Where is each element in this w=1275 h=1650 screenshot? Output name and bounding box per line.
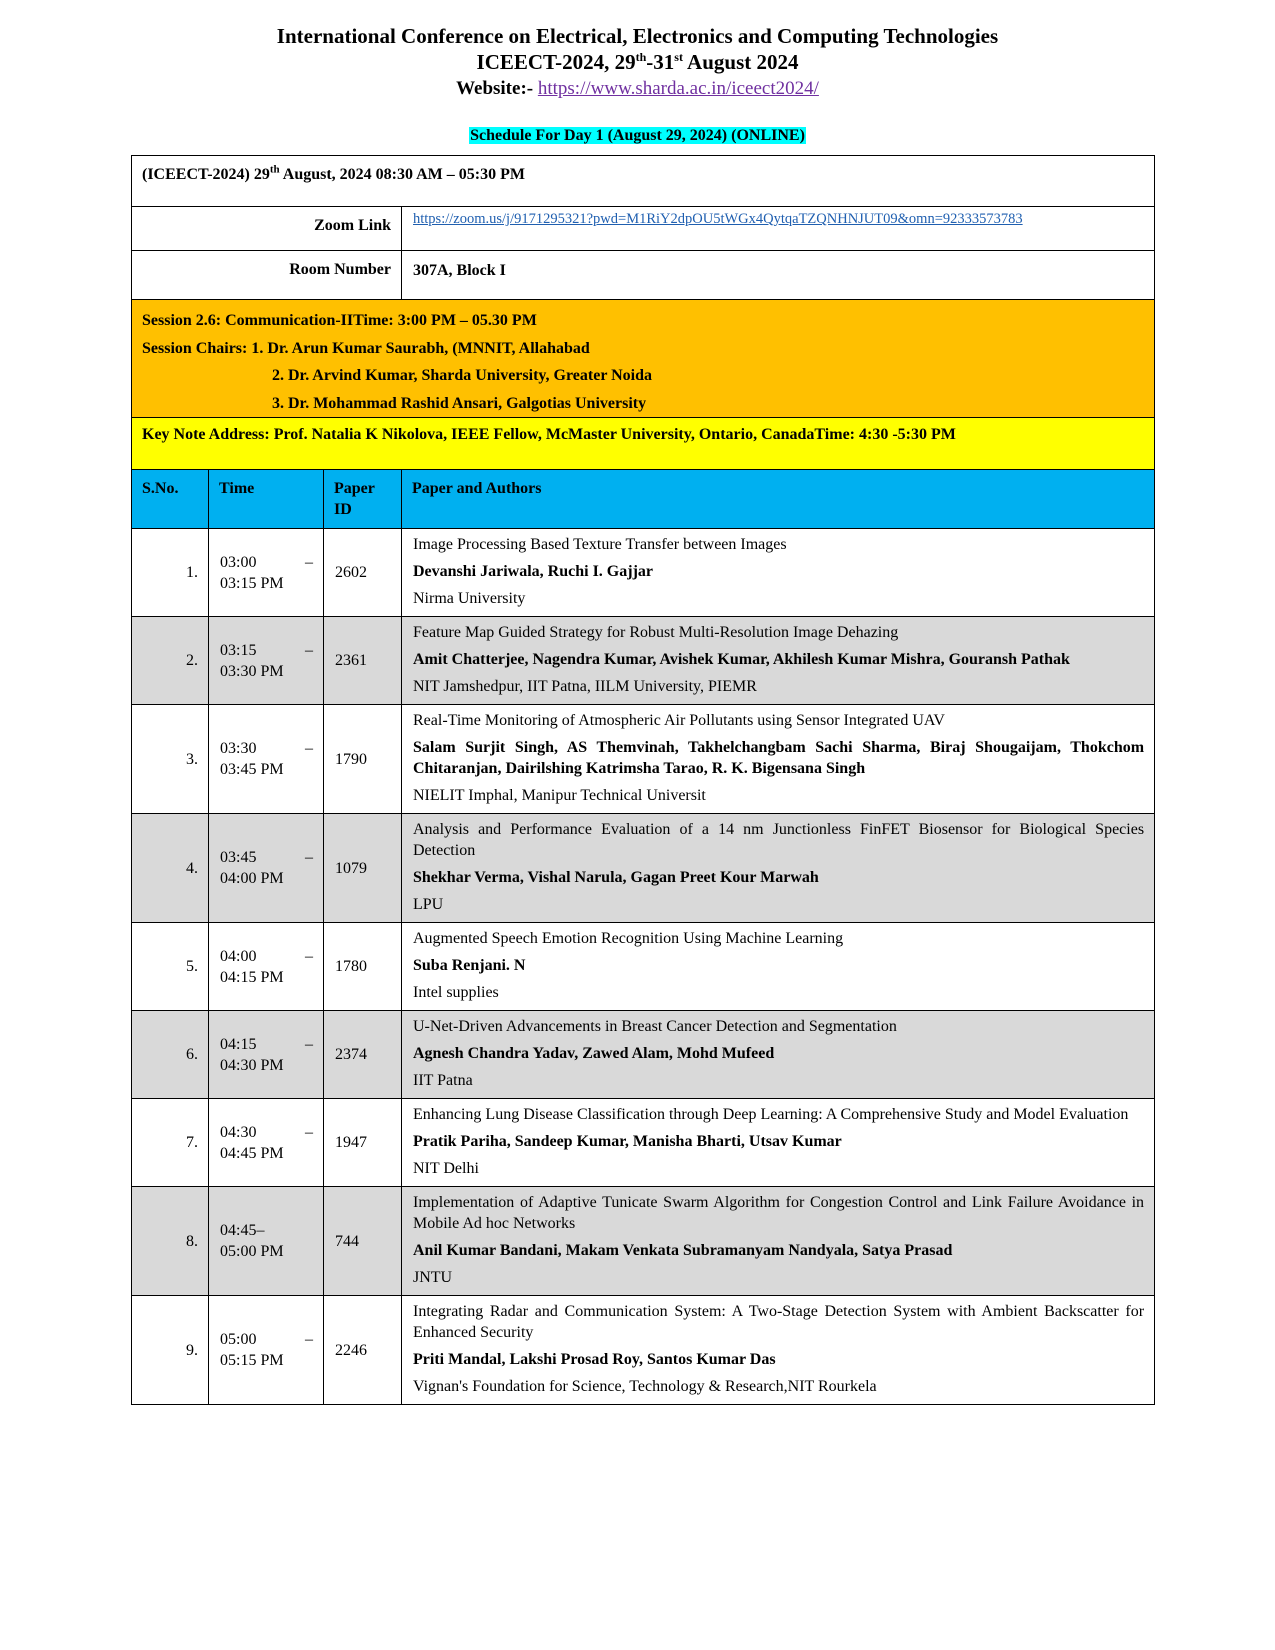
row-sno: 7. — [132, 1099, 209, 1187]
row-time-dash: – — [305, 641, 313, 659]
row-time-start: 04:45– — [220, 1222, 265, 1239]
row-time-start: 03:15 — [220, 641, 257, 659]
row-sno: 6. — [132, 1011, 209, 1099]
row-paper — [402, 1296, 1155, 1405]
dates-suffix: August 2024 — [682, 50, 799, 74]
dates-prefix: ICEECT-2024, 29 — [476, 50, 636, 74]
row-time — [209, 1011, 324, 1099]
col-sno-header — [132, 470, 209, 529]
paper-title: Integrating Radar and Communication System: A Two-Stage Detection System with Ambient Backscatter for Enhanced Security — [413, 1303, 1145, 1341]
row-paper — [402, 1011, 1155, 1099]
table-row — [132, 617, 1155, 705]
paper-title: Feature Map Guided Strategy for Robust Multi-Resolution Image Dehazing — [413, 624, 899, 641]
col-sno-label: S.No. — [142, 480, 179, 497]
paper-title: U-Net-Driven Advancements in Breast Cancer Detection and Segmentation — [413, 1018, 897, 1035]
event-cell — [132, 156, 1155, 207]
col-paper-header — [402, 470, 1155, 529]
paper-authors: Amit Chatterjee, Nagendra Kumar, Avishek Kumar, Akhilesh Kumar Mishra, Gouransh Pathak — [413, 651, 1070, 668]
session-info — [132, 300, 1154, 417]
row-time-start: 04:15 — [220, 1035, 257, 1053]
row-time — [209, 1187, 324, 1296]
keynote-row — [132, 418, 1155, 470]
paper-authors: Anil Kumar Bandani, Makam Venkata Subramanyam Nandyala, Satya Prasad — [413, 1242, 953, 1259]
row-time-start: 03:45 — [220, 849, 257, 866]
row-time-end: 05:00 PM — [220, 1243, 284, 1260]
row-paper — [402, 617, 1155, 705]
row-time-start: 04:00 — [220, 947, 257, 965]
row-sno: 2. — [132, 617, 209, 705]
table-row — [132, 1011, 1155, 1099]
paper-institution: NIT Delhi — [413, 1160, 479, 1177]
row-time-end: 05:15 PM — [220, 1352, 284, 1369]
row-paper-id: 1079 — [324, 814, 402, 923]
row-paper-id: 1790 — [324, 705, 402, 814]
row-sno: 5. — [132, 923, 209, 1011]
row-paper-id: 744 — [324, 1187, 402, 1296]
paper-institution: LPU — [413, 896, 444, 913]
row-time-end: 03:30 PM — [220, 662, 284, 680]
row-sno: 4. — [132, 814, 209, 923]
col-id-label-1: Paper — [334, 480, 375, 497]
table-row — [132, 1296, 1155, 1405]
dates-sup-2: st — [674, 50, 683, 64]
paper-title: Real-Time Monitoring of Atmospheric Air Pollutants using Sensor Integrated UAV — [413, 712, 945, 729]
keynote-cell — [132, 418, 1155, 470]
row-time — [209, 1099, 324, 1187]
dates-sup-1: th — [635, 50, 647, 64]
paper-authors: Shekhar Verma, Vishal Narula, Gagan Preet Kour Marwah — [413, 869, 819, 886]
event-row — [132, 156, 1155, 207]
row-time-dash: – — [305, 849, 313, 866]
row-paper — [402, 814, 1155, 923]
row-paper-id: 2246 — [324, 1296, 402, 1405]
row-paper — [402, 1187, 1155, 1296]
paper-title: Augmented Speech Emotion Recognition Using Machine Learning — [413, 930, 844, 947]
website-label: Website:- — [456, 78, 534, 99]
row-paper-id: 1780 — [324, 923, 402, 1011]
event-suffix: August, 2024 08:30 AM – 05:30 PM — [279, 166, 525, 183]
row-time-end: 03:45 PM — [220, 761, 284, 778]
paper-authors: Devanshi Jariwala, Ruchi I. Gajjar — [413, 563, 653, 580]
event-sup: th — [269, 163, 280, 176]
row-time-end: 03:15 PM — [220, 574, 284, 592]
room-row — [132, 251, 1155, 300]
keynote-text: Key Note Address: Prof. Natalia K Nikolova, IEEE Fellow, McMaster University, Ontario, CanadaTime: 4:30 -5:30 PM — [142, 426, 956, 443]
dates-mid: -31 — [646, 50, 675, 74]
row-paper — [402, 923, 1155, 1011]
row-time-start: 03:30 — [220, 740, 257, 757]
row-paper — [402, 705, 1155, 814]
row-time-dash: – — [305, 553, 313, 571]
table-row — [132, 1099, 1155, 1187]
col-id-label — [324, 470, 401, 520]
col-id-label-2: ID — [334, 501, 352, 518]
row-time — [209, 923, 324, 1011]
session-chair-3: 3. Dr. Mohammad Rashid Ansari, Galgotias University — [272, 394, 647, 412]
row-time-end: 04:45 PM — [220, 1144, 284, 1162]
paper-institution: NIT Jamshedpur, IIT Patna, IILM University, PIEMR — [413, 678, 757, 695]
website-line — [0, 77, 1275, 101]
table-row — [132, 705, 1155, 814]
row-time — [209, 617, 324, 705]
row-sno: 1. — [132, 529, 209, 617]
session-chair-2: 2. Dr. Arvind Kumar, Sharda University, Greater Noida — [272, 367, 653, 384]
paper-institution: Vignan's Foundation for Science, Technology & Research,NIT Rourkela — [413, 1378, 877, 1395]
session-title: Session 2.6: Communication-IITime: 3:00 PM – 05.30 PM — [142, 312, 537, 329]
paper-institution: IIT Patna — [413, 1072, 473, 1089]
row-time-dash: – — [305, 740, 313, 757]
row-sno: 9. — [132, 1296, 209, 1405]
event-datetime — [132, 156, 1154, 193]
website-link[interactable]: https://www.sharda.ac.in/iceect2024/ — [537, 78, 819, 99]
row-time-end: 04:30 PM — [220, 1056, 284, 1074]
row-time-dash: – — [305, 1035, 313, 1053]
row-paper-id: 2374 — [324, 1011, 402, 1099]
room-value: 307A, Block I — [402, 251, 1155, 300]
paper-authors: Suba Renjani. N — [413, 957, 526, 974]
session-chair-1: Session Chairs: 1. Dr. Arun Kumar Saurabh, (MNNIT, Allahabad — [142, 339, 590, 357]
paper-institution: JNTU — [413, 1269, 453, 1286]
paper-institution: NIELIT Imphal, Manipur Technical Universit — [413, 787, 706, 804]
paper-institution: Nirma University — [413, 590, 526, 607]
paper-authors: Priti Mandal, Lakshi Prosad Roy, Santos Kumar Das — [413, 1351, 776, 1368]
row-time — [209, 705, 324, 814]
row-time-end: 04:00 PM — [220, 870, 284, 887]
row-paper-id: 2361 — [324, 617, 402, 705]
paper-title: Implementation of Adaptive Tunicate Swarm Algorithm for Congestion Control and Link Failure Avoidance in Mobile Ad hoc Networks — [413, 1194, 1145, 1232]
row-time-start: 04:30 — [220, 1123, 257, 1141]
row-paper-id: 1947 — [324, 1099, 402, 1187]
row-paper-id: 2602 — [324, 529, 402, 617]
zoom-link[interactable]: https://zoom.us/j/9171295321?pwd=M1RiY2dpOU5tWGx4QytqaTZQNHNJUT09&omn=92333573783 — [402, 207, 1155, 251]
row-time-dash: – — [305, 947, 313, 965]
paper-authors: Pratik Pariha, Sandeep Kumar, Manisha Bharti, Utsav Kumar — [413, 1133, 842, 1150]
row-time — [209, 529, 324, 617]
conference-dates — [0, 50, 1275, 75]
col-time-header — [209, 470, 324, 529]
row-time-start: 05:00 — [220, 1331, 257, 1348]
col-paper-label: Paper and Authors — [412, 480, 542, 497]
col-time-label: Time — [219, 480, 255, 497]
table-row — [132, 814, 1155, 923]
row-paper — [402, 1099, 1155, 1187]
day-heading: Schedule For Day 1 (August 29, 2024) (ONLINE) — [470, 127, 805, 144]
day-heading-wrap — [0, 126, 1275, 146]
session-cell — [132, 300, 1155, 418]
paper-authors: Salam Surjit Singh, AS Themvinah, Takhelchangbam Sachi Sharma, Biraj Shougaijam, Thokchom Chitaranjan, Dairilshing Katrimsha Tarao, R. K. Bigensana Singh — [413, 739, 1145, 777]
row-time — [209, 814, 324, 923]
col-id-header — [324, 470, 402, 529]
zoom-row — [132, 207, 1155, 251]
paper-title: Enhancing Lung Disease Classification through Deep Learning: A Comprehensive Study and Model Evaluation — [413, 1106, 1129, 1123]
table-header-row — [132, 470, 1155, 529]
event-prefix: (ICEECT-2024) 29 — [142, 166, 270, 183]
row-time-end: 04:15 PM — [220, 968, 284, 986]
session-row — [132, 300, 1155, 418]
row-time-dash: – — [305, 1331, 313, 1348]
row-sno: 8. — [132, 1187, 209, 1296]
table-row — [132, 1187, 1155, 1296]
row-time — [209, 1296, 324, 1405]
row-paper — [402, 529, 1155, 617]
paper-authors: Agnesh Chandra Yadav, Zawed Alam, Mohd Mufeed — [413, 1045, 775, 1062]
conference-title: International Conference on Electrical, Electronics and Computing Technologies — [276, 24, 999, 48]
paper-institution: Intel supplies — [413, 984, 499, 1001]
table-row — [132, 923, 1155, 1011]
zoom-label: Zoom Link — [132, 207, 402, 251]
table-row — [132, 529, 1155, 617]
room-label: Room Number — [132, 251, 402, 300]
row-time-start: 03:00 — [220, 553, 257, 571]
row-time-dash: – — [305, 1123, 313, 1141]
paper-title: Analysis and Performance Evaluation of a 14 nm Junctionless FinFET Biosensor for Biological Species Detection — [413, 821, 1145, 859]
paper-title: Image Processing Based Texture Transfer between Images — [413, 536, 787, 553]
row-sno: 3. — [132, 705, 209, 814]
schedule-table — [131, 155, 1155, 1405]
